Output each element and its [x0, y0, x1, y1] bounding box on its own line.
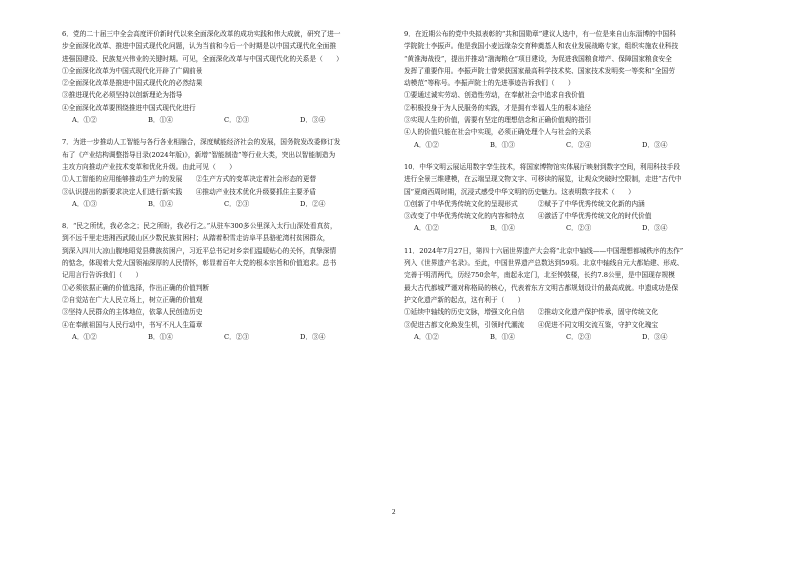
statement-item: ③实现人生的价值，需要有坚定的理想信念和正确价值观的指引: [404, 116, 592, 125]
question-block: [404, 245, 734, 343]
answer-options: [404, 222, 734, 234]
question-stem-line: 记用言行告诉我们（ ）: [62, 271, 143, 280]
question-stem-line: 9．在近期公布的党中央拟表彰的“共和国勋章”建议人选中，有一位是来自山东淄博的中国科: [404, 30, 676, 38]
answer-options: [404, 331, 734, 343]
answer-option: B．①③: [490, 140, 515, 149]
answer-option: B．①④: [490, 224, 515, 233]
answer-option: B．①④: [148, 199, 173, 208]
page-number: 2: [392, 508, 396, 516]
statement-item: ③改变了中华优秀传统文化的内容和特点 ④激活了中华优秀传统文化的时代价值: [404, 212, 652, 221]
answer-option: C．②③: [224, 332, 250, 341]
statement-item: ①要通过诚实劳动、创造性劳动，在奉献社会中追求自我价值: [404, 91, 585, 100]
statement-item: ①创新了中华优秀传统文化的呈现形式 ②赋予了中华优秀传统文化新的内涵: [404, 199, 645, 208]
statement-item: ④人的价值只能在社会中实现，必须正确处理个人与社会的关系: [404, 128, 592, 137]
answer-option: C．②③: [566, 224, 592, 233]
question-stem-line: 到深入四川大凉山腹地昭觉县彝族贫困户，习近平总书记对乡亲们温暖贴心的关怀，真挚深情: [62, 246, 337, 255]
question-stem-line: “黄淮海战役”，提出并推动“渤海粮仓”项目建设，为促进我国粮食增产、保障国家粮食安全: [404, 54, 672, 63]
answer-option: D．③④: [642, 332, 668, 341]
answer-option: A．①②: [414, 140, 439, 149]
statement-item: ④全面深化改革要围绕推进中国式现代化进行: [62, 103, 196, 112]
question-stem-line: 进强国建设、民族复兴伟业的关键时期。可见，全面深化改革与中国式现代化的关系是（ ）: [62, 54, 343, 63]
question-stem-line: 6．党的二十届三中全会高度评价新时代以来全面深化改革的成功实践和伟大成就，研究了进一: [62, 30, 341, 38]
answer-option: D．③④: [642, 140, 668, 149]
answer-option: D．②④: [300, 199, 326, 208]
answer-option: A．①②: [414, 332, 439, 341]
answer-options: [62, 331, 392, 343]
answer-option: B．①④: [148, 116, 173, 125]
answer-options: [404, 139, 734, 151]
question-stem-line: 步全面深化改革、推进中国式现代化问题，认为当前和今后一个时期是以中国式现代化全面推: [62, 42, 337, 51]
answer-option: D．③④: [300, 332, 326, 341]
statement-item: ①人工智能的应用能够推动生产力的发展 ②生产方式的变革决定着社会形态的更替: [62, 175, 317, 184]
question-stem-line: 完善于明清两代，历经750余年，南起永定门，北至钟鼓楼，长约7.8公里，是中国现存规模: [404, 271, 675, 280]
statement-item: ②积极投身于为人民服务的实践，才是拥有幸福人生的根本途径: [404, 103, 592, 112]
answer-option: A．①②: [72, 116, 97, 125]
answer-option: D．③④: [642, 224, 668, 233]
left-column: [62, 28, 392, 343]
answer-option: A．①③: [72, 199, 97, 208]
question-stem-line: 进行全景三维建模，在云端呈现文物文字、可移读的展览，让观众突破时空限制，走进“古代中: [404, 175, 682, 184]
answer-option: A．①②: [72, 332, 97, 341]
statement-item: ①必须依据正确的价值选择，作出正确的价值判断: [62, 283, 210, 292]
question-stem-line: 10．中华文明云展运用数字孪生技术，将国家博物馆实体展厅映射到数字空间，利用科技手段: [404, 162, 681, 171]
question-stem-line: 主攻方向推动产业技术变革和优化升级。由此可见（ ）: [62, 162, 236, 171]
right-column: [404, 28, 734, 343]
question-block: [404, 161, 734, 235]
question-stem-line: 列入《世界遗产名录》。至此，中国世界遗产总数达到59项。北京中轴线自元大都始建、形成、: [404, 259, 684, 268]
statement-item: ④在奉献祖国与人民行动中，书写不凡人生篇章: [62, 320, 203, 329]
statement-item: ③促进古都文化焕发生机，引领时代潮流 ④促进不同文明交流互鉴，守护文化瑰宝: [404, 320, 659, 329]
question-stem-line: 布了《产业结构调整指导目录(2024年版)》，新增“智能制造”等行业大类，突出以智能制造为: [62, 150, 336, 159]
answer-option: B．①④: [490, 332, 515, 341]
question-stem-line: 11．2024年7月27日，第四十六届世界遗产大会将“北京中轴线——中国理想都城秩序的杰作”: [404, 246, 684, 255]
answer-option: C．②③: [224, 116, 250, 125]
answer-option: D．③④: [300, 116, 326, 125]
question-stem-line: 到不远千里走进湘西武陵山区少数民族贫困村；从踏着积雪走访阜平县骆驼湾村贫困群众，: [62, 234, 330, 243]
statement-item: ②全面深化改革是推进中国式现代化的必然结果: [62, 79, 203, 88]
statement-item: ①延续中轴线的历史文脉，增强文化自信 ②推动文化遗产保护传承，固守传统文化: [404, 308, 659, 317]
question-block: [62, 136, 392, 210]
question-stem-line: 国”夏商西周时期，沉浸式感受中华文明的历史魅力。这表明数字技术（ ）: [404, 187, 635, 196]
question-stem-line: 护文化遗产新的起点，这有利于（ ）: [404, 295, 525, 304]
statement-item: ①全面深化改革为中国式现代化开辟了广阔前景: [62, 66, 203, 75]
statement-item: ③坚持人民群众的主体地位，依靠人民创造历史: [62, 308, 203, 317]
question-stem-line: 发挥了重要作用。李振声院士曾荣获国家最高科学技术奖、国家技术发明奖一等奖和“全国劳: [404, 66, 675, 75]
answer-option: C．②③: [566, 332, 592, 341]
question-stem-line: 8．“民之所忧，我必念之；民之所盼，我必行之。”从驻车300多公里深入太行山深处看真贫，: [62, 222, 337, 231]
question-block: [62, 220, 392, 343]
statement-item: ③推进现代化必须坚持以创新理论为指导: [62, 91, 183, 100]
answer-option: C．②④: [566, 140, 592, 149]
statement-item: ②自觉站在广大人民立场上，树立正确的价值观: [62, 295, 203, 304]
question-block: [62, 28, 392, 126]
answer-options: [62, 114, 392, 126]
question-stem-line: 动模范”等称号。李振声院士的先进事迹告诉我们（ ）: [404, 79, 575, 88]
question-stem-line: 学院院士李振声。他是我国小麦远缘杂交育种奠基人和农业发展战略专家，组织实施农业科技: [404, 42, 679, 51]
question-block: [404, 28, 734, 151]
answer-options: [62, 198, 392, 210]
statement-item: ③认识提出的新要求决定人们进行新实践 ④推动产业技术优化升级要抓住主要矛盾: [62, 187, 317, 196]
question-stem-line: 7．为进一步推动人工智能与各行各业相融合，深度赋能经济社会的发展，国务院发改委修订发: [62, 138, 341, 147]
answer-option: A．①②: [414, 224, 439, 233]
question-stem-line: 的惦念，体现着大党大国领袖深厚的人民情怀，彰显着百年大党的根本宗旨和价值追求。总书: [62, 259, 337, 268]
answer-option: C．②③: [224, 199, 250, 208]
question-stem-line: 最大古代都城严谨对称格局的核心，代表着东方文明古都规划设计的最高成就。申遗成功是保: [404, 283, 679, 292]
answer-option: B．①④: [148, 332, 173, 341]
